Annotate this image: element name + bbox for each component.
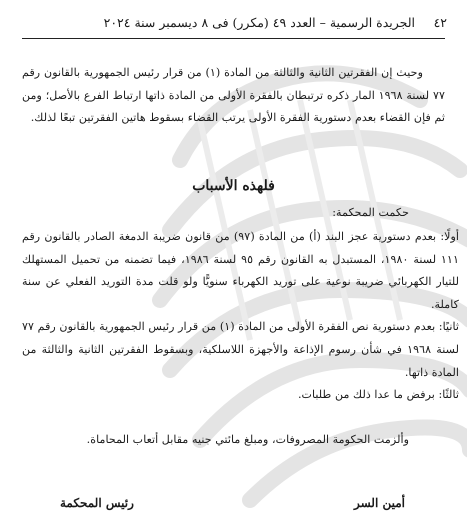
item-text: برفض ما عدا ذلك من طلبات. — [297, 388, 435, 402]
signature-row — [60, 496, 405, 520]
page-header — [22, 14, 447, 32]
item-label: ثالثًا: — [438, 388, 459, 402]
reasoning-paragraph: وحيث إن الفقرتين الثانية والثالثة من المادة (١) من قرار رئيس الجمهورية بالقانون رقم ٧٧ لسنة ١٩٦٨ المار ذكره ترتبطان بالفقرة الأولى من المادة ذاتها ارتباط الفرع بالأصل؛ ومن ثم فإن القضاء بعدم دستورية الفقرة الأولى يرتب القضاء بسقوط هاتين الفقرتين تبعًا لذلك. — [22, 66, 445, 125]
page-number: ٤٢ — [433, 15, 447, 30]
signature-court-president: رئيس المحكمة — [60, 496, 134, 510]
ruling-items — [22, 226, 459, 407]
item-text: بعدم دستورية عجز البند (أ) من المادة (٩٧) من قانون ضريبة الدمغة الصادر بالقانون رقم ١١١ لسنة ١٩٨٠، المستبدل به القانون رقم ٩٥ لسنة ١٩٨٦، فيما تضمنه من تحميل المستهلك للتيار الكهربائي ضريبة نوعية على توريد الكهرباء سنويًّا ولو قلت مدة التوريد الفعلي عن سنة كاملة. — [22, 230, 459, 311]
header-divider — [22, 38, 445, 39]
ruling-intro: حكمت المحكمة: — [332, 206, 409, 219]
item-label: ثانيًا: — [438, 320, 459, 334]
ruling-item-second — [22, 316, 459, 384]
item-label: أولًا: — [440, 230, 459, 243]
signature-secretary: أمين السر — [353, 496, 405, 510]
gazette-title: الجريدة الرسمية – العدد ٤٩ (مكرر) فى ٨ ديسمبر سنة ٢٠٢٤ — [103, 15, 415, 30]
item-text: بعدم دستورية نص الفقرة الأولى من المادة (١) من قرار رئيس الجمهورية بالقانون رقم ٧٧ لسنة ١٩٦٨ في شأن رسوم الإذاعة والأجهزة اللاسلكية، وبسقوط الفقرتين الثانية والثالثة من المادة ذاتها. — [22, 320, 459, 379]
section-heading: فلهذه الأسباب — [192, 178, 275, 194]
ruling-item-first — [22, 226, 459, 316]
costs-paragraph: وألزمت الحكومة المصروفات، ومبلغ مائتي جنيه مقابل أتعاب المحاماة. — [86, 433, 409, 446]
ruling-item-third — [22, 384, 459, 407]
